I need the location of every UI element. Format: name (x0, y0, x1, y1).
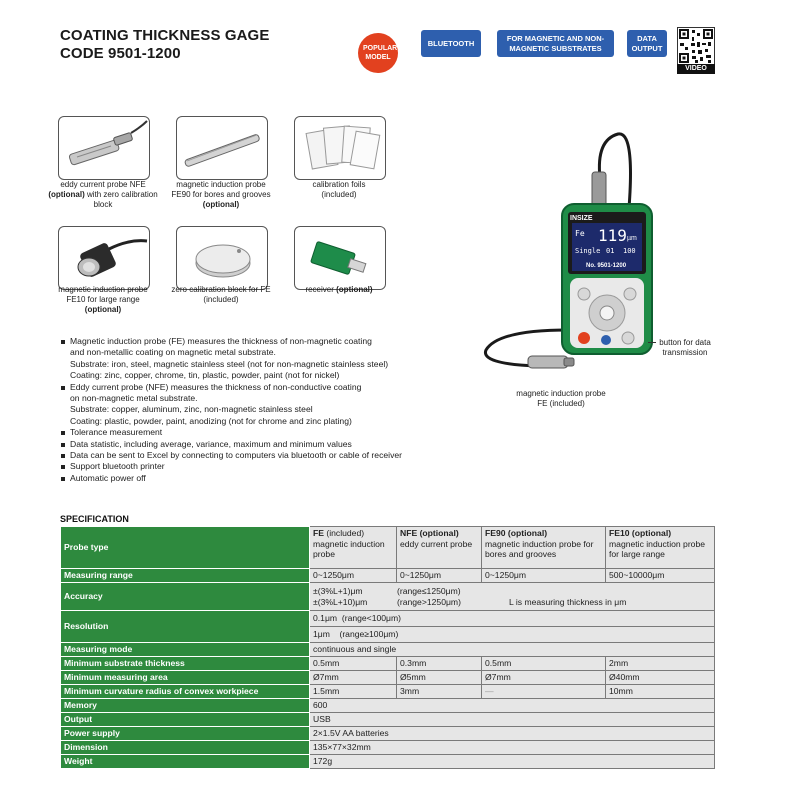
table-row (61, 527, 715, 569)
resolution-line-2: 1μm (range≥100μm) (310, 627, 715, 643)
caption-foils: calibration foils (included) (312, 180, 366, 199)
cell: 10mm (606, 685, 715, 699)
feature-bullet: Automatic power off (60, 473, 480, 484)
col-nfe: NFE (optional) eddy current probe (397, 527, 482, 569)
measuring-range-label: Measuring range (61, 569, 310, 583)
feature-subline: Substrate: copper, aluminum, zinc, non-magnetic stainless steel (70, 404, 313, 415)
callout-fe-probe: magnetic induction probe FE (included) (516, 389, 606, 408)
screen-count: 01 (606, 247, 615, 255)
cell: USB (310, 713, 715, 727)
feature-subline: on non-magnetic metal substrate. (70, 393, 198, 404)
cell: 3mm (397, 685, 482, 699)
feature-subline: Coating: plastic, powder, paint, anodizing (not for chrome and zinc plating) (70, 415, 352, 426)
min-substrate-label: Minimum substrate thickness (61, 657, 310, 671)
probe-nfe-image (58, 116, 150, 180)
cell: 0~1250μm (397, 569, 482, 583)
memory-label: Memory (61, 699, 310, 713)
screen-value: 119 (598, 226, 627, 245)
callout-data-button: button for data transmission (659, 338, 711, 357)
cell: Ø5mm (397, 671, 482, 685)
cell: 600 (310, 699, 715, 713)
table-row (61, 671, 715, 685)
substrates-badge: FOR MAGNETIC AND NON-MAGNETIC SUBSTRATES (497, 30, 614, 57)
table-row (61, 699, 715, 713)
cell: 500~10000μm (606, 569, 715, 583)
feature-list (60, 336, 480, 484)
title-line-1: COATING THICKNESS GAGE (60, 27, 270, 44)
feature-bullet: Support bluetooth printer (60, 461, 480, 472)
table-row (61, 741, 715, 755)
min-curvature-label: Minimum curvature radius of convex workpiece (61, 685, 310, 699)
screen-max: 100 (623, 247, 636, 255)
feature-bullet: Magnetic induction probe (FE) measures the thickness of non-magnetic coating (60, 336, 480, 347)
qr-code-icon[interactable] (677, 27, 715, 65)
page-title (60, 27, 269, 63)
dimension-label: Dimension (61, 741, 310, 755)
feature-bullet: Tolerance measurement (60, 427, 480, 438)
screen-mode: Fe (575, 229, 585, 238)
probe-type-label: Probe type (61, 527, 310, 569)
feature-subline: and non-metallic coating on magnetic metal substrate. (70, 347, 276, 358)
cell: 0.5mm (310, 657, 397, 671)
table-row (61, 583, 715, 611)
feature-bullet: Data can be sent to Excel by connecting to computers via bluetooth or cable of receiver (60, 450, 480, 461)
table-row (61, 685, 715, 699)
feature-subline: Substrate: iron, steel, magnetic stainless steel (not for non-magnetic stainless steel) (70, 358, 389, 369)
caption-fe90: magnetic induction probe FE90 for bores and grooves (optional) (171, 180, 271, 209)
cell: 2mm (606, 657, 715, 671)
accuracy-value: ±(3%L+1)μm (range≤1250μm) ±(3%L+10)μm (range>1250μm) L is measuring thickness in μm (310, 583, 715, 611)
screen-unit: µm (627, 235, 637, 242)
resolution-label: Resolution (61, 611, 310, 643)
col-fe: FE (included) magnetic induction probe (310, 527, 397, 569)
title-line-2: CODE 9501-1200 (60, 45, 181, 62)
table-row (61, 569, 715, 583)
calibration-foils-image (294, 116, 386, 180)
zero-block-image (176, 226, 268, 290)
cell: continuous and single (310, 643, 715, 657)
cell: 0.3mm (397, 657, 482, 671)
table-row (61, 727, 715, 741)
data-output-badge: DATA OUTPUT (627, 30, 667, 57)
output-label: Output (61, 713, 310, 727)
device-model: No. 9501-1200 (586, 263, 627, 269)
min-area-label: Minimum measuring area (61, 671, 310, 685)
accuracy-label: Accuracy (61, 583, 310, 611)
feature-bullet: Eddy current probe (NFE) measures the thickness of non-conductive coating (60, 382, 480, 393)
table-row (61, 713, 715, 727)
table-row (61, 755, 715, 769)
resolution-line-1: 0.1μm (range<100μm) (310, 611, 715, 627)
probe-fe90-image (176, 116, 268, 180)
screen-single: Single (575, 247, 601, 255)
cell: Ø7mm (310, 671, 397, 685)
device-brand: INSIZE (570, 215, 593, 222)
cell: 1.5mm (310, 685, 397, 699)
col-fe10: FE10 (optional) magnetic induction probe for large range (606, 527, 715, 569)
caption-fe10: magnetic induction probe FE10 for large range (optional) (58, 285, 148, 314)
table-row (61, 657, 715, 671)
video-label: VIDEO (677, 64, 715, 74)
gauge-device-image (478, 120, 718, 420)
probe-fe10-image (58, 226, 150, 290)
popular-model-badge: POPULAR MODEL (358, 33, 398, 73)
cell: Ø7mm (482, 671, 606, 685)
table-row (61, 643, 715, 657)
col-fe90: FE90 (optional) magnetic induction probe for bores and grooves (482, 527, 606, 569)
caption-zero-block: zero calibration block for FE (included) (171, 285, 271, 304)
measuring-mode-label: Measuring mode (61, 643, 310, 657)
caption-receiver: receiver (optional) (305, 285, 373, 294)
caption-nfe: eddy current probe NFE (optional) with zero calibration block (48, 180, 158, 209)
receiver-image (294, 226, 386, 290)
cell: 172g (310, 755, 715, 769)
cell: 135×77×32mm (310, 741, 715, 755)
power-supply-label: Power supply (61, 727, 310, 741)
cell: 0~1250μm (310, 569, 397, 583)
spec-title: SPECIFICATION (60, 514, 129, 524)
cell: 0~1250μm (482, 569, 606, 583)
cell: Ø40mm (606, 671, 715, 685)
spec-table (60, 526, 715, 769)
cell: — (482, 685, 606, 699)
feature-subline: Coating: zinc, copper, chrome, tin, plastic, powder, paint (not for nickel) (70, 370, 340, 381)
cell: 0.5mm (482, 657, 606, 671)
weight-label: Weight (61, 755, 310, 769)
bluetooth-badge: BLUETOOTH (421, 30, 481, 57)
feature-bullet: Data statistic, including average, variance, maximum and minimum values (60, 439, 480, 450)
table-row (61, 611, 715, 627)
cell: 2×1.5V AA batteries (310, 727, 715, 741)
